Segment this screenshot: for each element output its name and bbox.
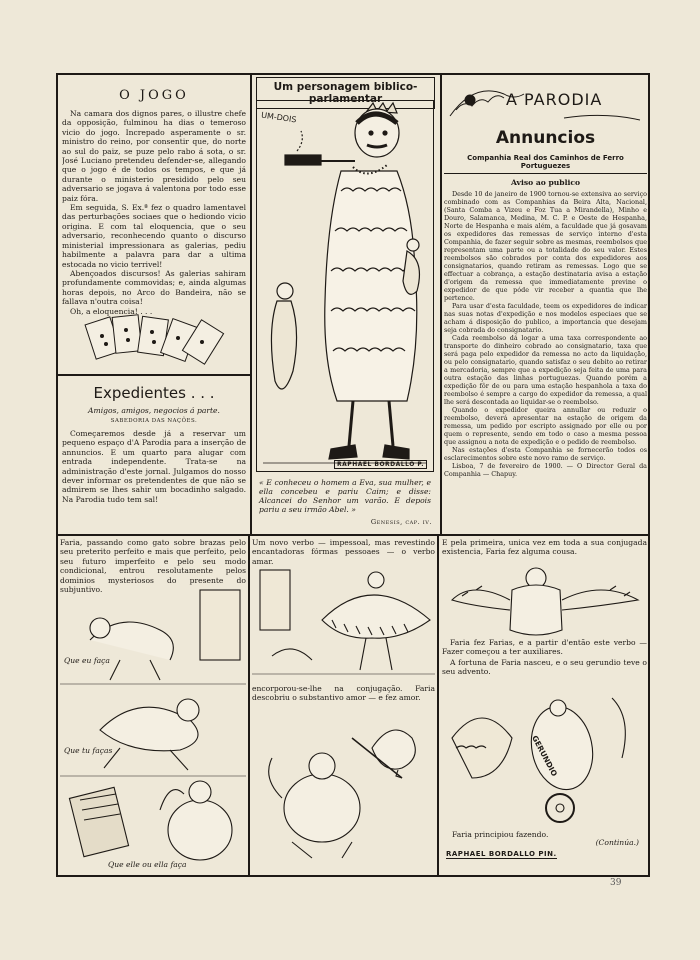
jogo-paragraph: Na camara dos dignos pares, o illustre chefe da opposição, fulminou ha dias o temeroso vicio do jogo. Increpado asperamente o sr. ministro do reino, por consentir que, do norte ao sul do paiz, se puze pelo rabo á sota, o sr. José Luciano pretendeu defender-se, allegando que o jogo é de todos os tempos, e que já durante o ministerio presidido pelo seu adversario se jogava á valentona por todo esse paiz fóra. (62, 109, 246, 203)
cartoon-source: Genesis, cap. iv. (370, 518, 432, 526)
strip-col3-end: Faria principiou fazendo. (452, 830, 549, 839)
masthead-text: A PARODIA (506, 90, 603, 109)
um-dois-label: UM-DOIS (260, 110, 298, 125)
continua-note: (Continúa.) (595, 838, 639, 847)
notice-paragraph: Cada reembolso dá logar a uma taxa correspondente ao transporte do dinheiro cobrado ao consignatario, taxa que será paga pelo expedidor da remessa no acto da liquidação, ou pelo consignatario, quando satisfaz o seu debito ao retirar a mercadoria, sempre que a expedição seja feita de uma para outra estação das linhas portuguezas. Quando porém a expedição fôr de ou para uma estação hespanhola a taxa do reembolso é sempre a cargo do expedidor da remessa, a qual lhe será descontada ao liquidar-se o reembolso. (444, 334, 647, 406)
cartoon-caption: « E conheceu o homem a Eva, sua mulher, e ella concebeu e pariu Caim; e disse: Alcancei do Senhor um varão. E depois pariu a seu irmão Abel. » (259, 478, 431, 514)
figure-in-fleece-illustration (257, 101, 433, 471)
annuncios-title: Annuncios (495, 128, 596, 148)
strip-column-1 (60, 538, 246, 875)
cupid-and-cherub-illustration (252, 708, 435, 868)
cartoon-panel (253, 76, 438, 532)
strip-column-2 (252, 538, 435, 875)
cartoon-signature: RAPHAEL BORDALLO P. (334, 460, 427, 469)
strip-caption: Que eu faça (64, 656, 110, 665)
notice-signoff: Lisboa, 7 de fevereiro de 1900. — O Director Geral da Companhia — Chapuy. (444, 462, 647, 478)
strip-col2-mid: encorporou-se-lhe na conjugação. Faria descobriu o substantivo amor — e fez amor. (252, 684, 435, 703)
divider (437, 534, 439, 877)
page-number: 39 (610, 878, 622, 888)
strip-caption: Que tu faças (64, 746, 113, 755)
notice-paragraph: Quando o expedidor queira annullar ou reduzir o reembolso, deverá apresentar na estação de origem da remessa, um pedido por escripto assignado por elle ou por quem o represente, sendo em todo o caso a mesma pessoa que assignou a nota de expedição e o pedido de reembolso. (444, 406, 647, 446)
divider (440, 73, 442, 535)
winged-figure-illustration (442, 560, 647, 650)
expedientes-title: Expedientes . . . (93, 384, 215, 402)
notice-paragraph: Para usar d'esta faculdade, teem os expedidores de indicar nas suas notas d'expedição e nos modelos especiaes que se acham á disposição do publico, a importancia que desejam seja cobrada do consignatario. (444, 302, 647, 334)
parodia-masthead (444, 76, 647, 124)
playing-cards-illustration (62, 308, 246, 368)
divider (56, 534, 650, 536)
annuncios-column (444, 76, 647, 532)
strip-col3-text: E pela primeira, unica vez em toda a sua conjugada existencia, Faria fez alguma cousa. (442, 538, 647, 557)
cartoon-drawing-box (256, 100, 434, 472)
jogo-paragraph: Abençoados discursos! As galerias sahiram profundamente commovidas; e, ainda algumas horas depois, no Arco do Bandeira, não se fallava n'outra coisa! (62, 268, 246, 307)
jogo-paragraph: Oh, a eloquencia! . . . (70, 306, 153, 316)
cartoon-title: Um personagem biblico-parlamentar (256, 77, 435, 109)
strip-col1-text: Faria, passando como gato sobre brazas pelo seu preterito perfeito e mais que perfeito, pelo seu futuro imperfeito e pelo seu modo condicional, entrou resolutamente pelos dominios mysteriosos do presente do subjuntivo. (60, 538, 246, 595)
ballerina-illustration (252, 560, 435, 680)
jogo-paragraph: Em seguida, S. Ex.ª fez o quadro lamentavel das perturbações sociaes que o hediondo vicio origina. E com tal eloquencia, que o seu adversario, reconhecendo quanto o discurso ministerial impressionara as galerias, pediu habilmente a palavra para dar a ultima estocada no vicio terrivel! (62, 203, 246, 269)
strip-signature: RAPHAEL BORDALLO PIN. (446, 850, 557, 858)
expedientes-article (62, 378, 246, 532)
strip-caption: Que elle ou ella faça (108, 860, 187, 869)
expedientes-body: Começaremos desde já a reservar um pequeno espaço d'A Parodia para a inserção de annuncios. E um quarto para alugar com entrada independente. Trata-se na administração d'este jornal. Julgamos do nosso dever informar os pretendentes de que não se admirem se lhes sahir um bocadinho salgado. Na Parodia tudo tem sal! (62, 429, 246, 504)
expedientes-motto: Amigos, amigos, negocios á parte. (88, 406, 220, 415)
faria-sneaking-illustration (60, 580, 246, 870)
strip-col3-mid1: Faria fez Farias, e a partir d'então este verbo — Fazer começou a ter auxiliares. (442, 638, 647, 657)
company-name: Companhia Real dos Caminhos de Ferro Portuguezes (444, 154, 647, 174)
divider (56, 374, 250, 376)
jogo-title: O JOGO (119, 88, 189, 103)
notice-paragraph: Desde 10 de janeiro de 1900 tornou-se extensiva ao serviço combinado com as Companhias da Beira Alta, Nacional, (Santa Comba a Vizeu e Foz Tua a Mirandella), Minho e Douro, Salamanca, Medina, M. C. P. e Oeste de Hespanha, Norte de Hespanha e mais além, a faculdade que já gosavam os expedidores das remessas de serviço interno d'esta Companhia, de fazer seguir sobre as mesmas, reembolsos que representam uma parte ou a totalidade do seu valor. Estes reembolsos são cobrados por conta dos expedidores aos consignatarios, quando retiram as remessas. Logo que se effectuar a cobrança, a estação destinataria avisa a estação d'origem da remessa que immediatamente previne o expedidor de que póde vir receber a quantia que lhe pertence. (444, 190, 647, 302)
divider (250, 73, 252, 535)
notice-subtitle: Aviso ao publico (510, 178, 581, 187)
strip-col2-text: Um novo verbo — impessoal, mas revestindo encantadoras fórmas pessoaes — o verbo amar. (252, 538, 435, 566)
expedientes-motto-source: SABEDORIA DAS NAÇÕES. (110, 418, 198, 424)
notice-paragraph: Nas estações d'esta Companhia se fornecerão todos os esclarecimentos sobre este novo ramo de serviço. (444, 446, 647, 462)
strip-col3-mid2: A fortuna de Faria nasceu, e o seu gerundio teve o seu advento. (442, 658, 647, 677)
strip-column-3 (442, 538, 647, 875)
divider (248, 534, 250, 877)
jogo-article (62, 80, 246, 372)
gerundio-label: GERUNDIO (530, 734, 560, 778)
